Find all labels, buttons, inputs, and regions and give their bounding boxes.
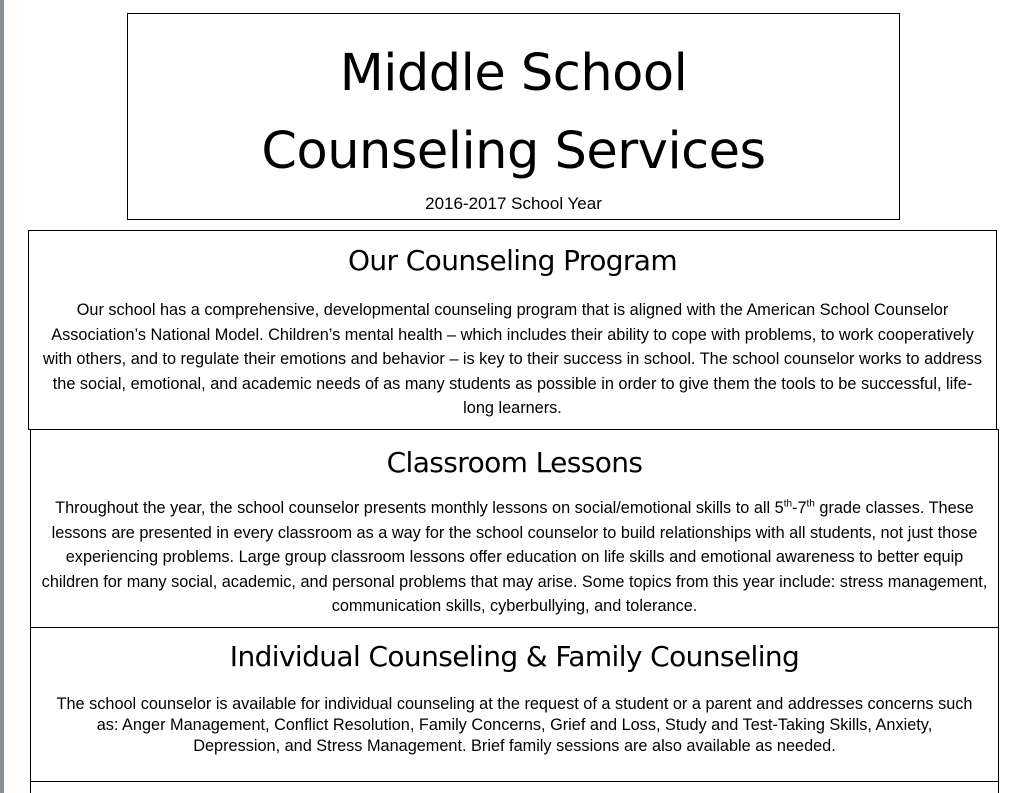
individual-family-counseling-section [30, 627, 999, 782]
section-heading: Classroom Lessons [386, 446, 643, 479]
body-text: -7 [792, 499, 807, 517]
classroom-lessons-section [30, 429, 999, 629]
superscript: th [783, 498, 793, 510]
page-left-edge [0, 0, 4, 793]
section-body: Our school has a comprehensive, developmental counseling program that is aligned with the American School Counselor Association’s National Model. Children’s mental health – which includes their ability to cope with problems, to work cooperatively with others, and to regulate their emotions and behavior – is key to their success in school. The school counselor works to address the social, emotional, and academic needs of as many students as possible in order to give them the tools to be successful, life-long learners. [42, 301, 983, 417]
page-title-line-1: Middle School [339, 44, 688, 103]
section-body [41, 496, 988, 619]
section-heading: Individual Counseling & Family Counseling [229, 640, 800, 673]
body-text: Throughout the year, the school counselor presents monthly lessons on social/emotional skills to all 5 [55, 499, 784, 517]
counseling-program-section [28, 230, 997, 430]
section-heading: Our Counseling Program [347, 244, 678, 277]
page-title-line-2: Counseling Services [261, 122, 766, 181]
body-text: grade classes. These lessons are presented in every classroom as a way for the school counselor to build relationships with all students, not just those experiencing problems. Large group classroom lessons offer education on life skills and emotional awareness to better equip children for many social, academic, and personal problems that may arise. Some topics from this year include: stress management, communication skills, cyberbullying, and tolerance. [41, 499, 988, 615]
title-box [127, 13, 900, 220]
next-section-box [30, 781, 999, 793]
superscript: th [806, 498, 815, 510]
section-body: The school counselor is available for individual counseling at the request of a student or a parent and addresses concerns such as: Anger Management, Conflict Resolution, Family Concerns, Grief and Loss, Study and Test-Taking Skills, Anxiety, Depression, and Stress Management. Brief family sessions are also available as needed. [56, 695, 973, 755]
school-year: 2016-2017 School Year [425, 194, 602, 213]
